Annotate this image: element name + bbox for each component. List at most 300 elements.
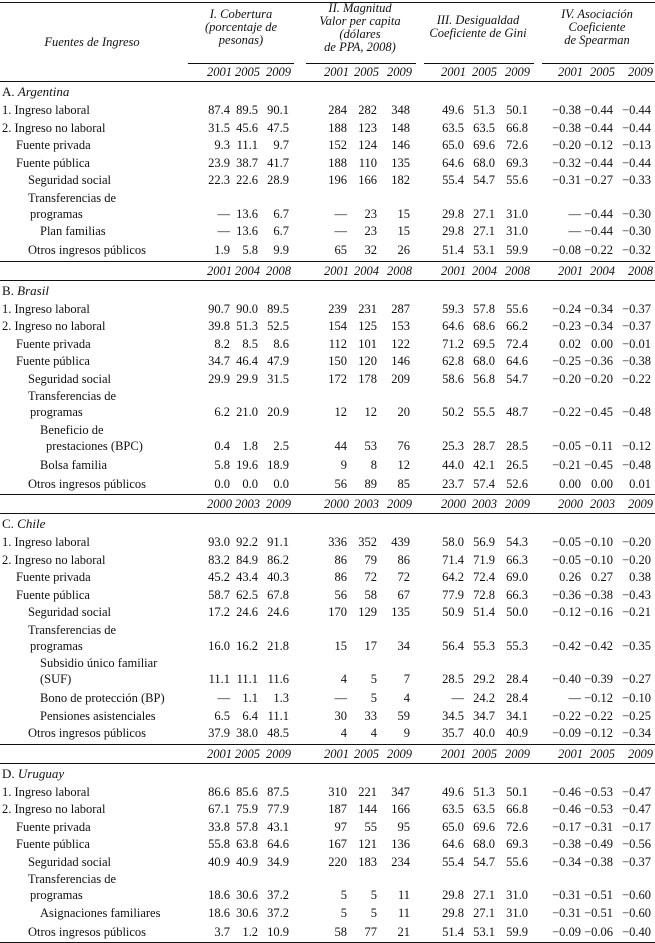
- group-header-line3: de Spearman: [564, 33, 630, 47]
- cell-value: −0.22: [552, 405, 581, 419]
- cell-value: —: [568, 224, 581, 238]
- cell-value: —: [334, 206, 347, 221]
- row-label: Otros ingresos públicos: [28, 924, 147, 939]
- cell-value: 58.7: [208, 587, 230, 602]
- cell-value: −0.42: [552, 638, 581, 653]
- year-label: 2001: [558, 65, 583, 79]
- group-header-line1: IV. Asociación: [561, 7, 633, 21]
- cell-value: −0.44: [584, 103, 613, 117]
- table-row: [0, 819, 655, 836]
- cell-value: 45.2: [208, 570, 230, 584]
- table-row: [0, 137, 655, 154]
- cell-value: 239: [328, 301, 347, 316]
- cell-value: 125: [358, 319, 377, 333]
- cell-value: 72.6: [506, 138, 528, 152]
- group-header-line2: Coeficiente de Gini: [429, 26, 527, 40]
- row-label: Fuente pública: [16, 837, 90, 851]
- cell-value: −0.13: [622, 138, 651, 152]
- table-row: [0, 422, 655, 439]
- cell-value: 6.7: [273, 206, 289, 221]
- cell-value: 40.9: [506, 726, 528, 740]
- cell-value: 24.6: [236, 605, 258, 619]
- cell-value: 29.8: [442, 224, 464, 238]
- year-label: 2005: [590, 746, 615, 761]
- cell-value: 63.5: [473, 120, 495, 135]
- cell-value: −0.36: [552, 587, 581, 602]
- table-row: [0, 371, 655, 388]
- cell-value: −0.38: [584, 587, 613, 602]
- cell-value: 34.1: [506, 708, 528, 723]
- cell-value: 85.6: [236, 784, 258, 799]
- table-row: [0, 172, 655, 189]
- cell-value: 8.5: [242, 336, 258, 351]
- cell-value: 122: [391, 336, 410, 351]
- table-row: [0, 404, 655, 421]
- table-row: [0, 905, 655, 922]
- cell-value: −0.20: [552, 371, 581, 386]
- cell-value: −0.27: [622, 672, 651, 686]
- cell-value: −0.44: [584, 206, 613, 221]
- year-label: 2001: [207, 263, 232, 278]
- cell-value: 50.2: [442, 405, 464, 419]
- table-row: [0, 690, 655, 707]
- section-title: [2, 83, 69, 100]
- cell-value: 69.5: [473, 336, 495, 351]
- cell-value: 234: [391, 854, 410, 869]
- cell-value: 24.2: [473, 691, 495, 705]
- table-row: [0, 784, 655, 801]
- cell-value: 284: [328, 103, 347, 117]
- cell-value: 54.7: [506, 371, 528, 386]
- cell-value: 35.7: [442, 726, 464, 740]
- cell-value: 66.3: [506, 587, 528, 602]
- cell-value: −0.45: [584, 405, 613, 419]
- cell-value: 55.6: [506, 301, 528, 316]
- cell-value: 93.0: [208, 535, 230, 549]
- cell-value: 87.5: [267, 784, 289, 799]
- group-header-desigualdad: [420, 14, 536, 40]
- table-row: [0, 569, 655, 586]
- cell-value: 23.9: [208, 155, 230, 170]
- cell-value: 69.3: [506, 837, 528, 851]
- cell-value: −0.51: [584, 888, 613, 902]
- cell-value: 33.8: [208, 819, 230, 834]
- cell-value: 15: [334, 638, 347, 653]
- cell-value: 55.4: [442, 854, 464, 869]
- cell-value: 28.5: [442, 672, 464, 686]
- cell-value: 64.2: [442, 570, 464, 584]
- cell-value: −0.12: [622, 438, 651, 453]
- cell-value: 16.2: [236, 638, 258, 653]
- table-row: [0, 336, 655, 353]
- row-label: 1. Ingreso laboral: [2, 784, 90, 799]
- table-row: [0, 604, 655, 621]
- table-row: [0, 223, 655, 240]
- cell-value: 71.2: [442, 336, 464, 351]
- cell-value: 0.00: [591, 336, 613, 351]
- cell-value: 64.6: [442, 319, 464, 333]
- cell-value: 187: [328, 802, 347, 816]
- year-label: 2004: [590, 263, 615, 278]
- row-label: Pensiones asistenciales: [40, 708, 156, 723]
- row-label: Fuente pública: [16, 587, 90, 602]
- cell-value: 27.1: [473, 224, 495, 238]
- row-label: Seguridad social: [28, 854, 111, 869]
- cell-value: 18.6: [208, 888, 230, 902]
- cell-value: 67.8: [267, 587, 289, 602]
- cell-value: 5: [370, 905, 377, 920]
- section-letter: B.: [2, 282, 14, 298]
- cell-value: —: [217, 224, 230, 238]
- cell-value: 0.00: [591, 476, 613, 491]
- cell-value: 11.1: [208, 672, 230, 686]
- cell-value: 34.7: [208, 354, 230, 368]
- section-name: Argentina: [17, 84, 70, 99]
- row-label: 1. Ingreso laboral: [2, 535, 90, 549]
- cell-value: −0.48: [622, 405, 651, 419]
- cell-value: 136: [391, 837, 410, 851]
- cell-value: 167: [328, 837, 347, 851]
- cell-value: 65.0: [442, 819, 464, 834]
- group-header-line4: de PPA, 2008): [324, 40, 396, 54]
- year-label: 2004: [472, 263, 497, 278]
- cell-value: 47.9: [267, 354, 289, 368]
- year-label: 2003: [235, 497, 260, 511]
- cell-value: −0.53: [584, 802, 613, 816]
- row-label: Seguridad social: [28, 371, 111, 386]
- cell-value: 15: [397, 206, 410, 221]
- cell-value: —: [334, 224, 347, 238]
- cell-value: 129: [358, 605, 377, 619]
- cell-value: 33: [364, 708, 377, 723]
- cell-value: −0.22: [584, 243, 613, 257]
- cell-value: 72.8: [473, 587, 495, 602]
- cell-value: −0.60: [622, 888, 651, 902]
- cell-value: −0.37: [622, 854, 651, 869]
- cell-value: 34: [397, 638, 410, 653]
- cell-value: 54.7: [473, 173, 495, 187]
- cell-value: 65: [334, 243, 347, 257]
- cell-value: 0.0: [273, 476, 289, 491]
- cell-value: −0.11: [584, 438, 613, 453]
- cell-value: −0.38: [552, 837, 581, 851]
- cell-value: −0.12: [584, 691, 613, 705]
- cell-value: 22.3: [208, 173, 230, 187]
- cell-value: 30: [334, 708, 347, 723]
- year-label: 2001: [207, 746, 232, 761]
- cell-value: 68.0: [473, 354, 495, 368]
- year-label: 2001: [324, 746, 349, 761]
- section-name: Uruguay: [17, 765, 65, 781]
- cell-value: 5: [370, 672, 377, 686]
- cell-value: −0.08: [552, 243, 581, 257]
- cell-value: −0.17: [622, 819, 651, 834]
- cell-value: 19.6: [236, 457, 258, 472]
- cell-value: −0.60: [622, 905, 651, 920]
- fuentes-header: Fuentes de Ingreso: [44, 35, 140, 49]
- cell-value: 95: [397, 819, 410, 834]
- cell-value: 77.9: [267, 802, 289, 816]
- cell-value: 12: [397, 457, 410, 472]
- row-label: Otros ingresos públicos: [28, 726, 147, 740]
- table-row: [0, 120, 655, 137]
- cell-value: 55.8: [208, 837, 230, 851]
- cell-value: −0.10: [584, 535, 613, 549]
- cell-value: 40.9: [208, 854, 230, 869]
- cell-value: 0.0: [242, 476, 258, 491]
- cell-value: 41.7: [267, 155, 289, 170]
- cell-value: 9.9: [273, 243, 289, 257]
- cell-value: 37.2: [267, 888, 289, 902]
- cell-value: 65.0: [442, 138, 464, 152]
- cell-value: −0.44: [622, 103, 651, 117]
- cell-value: 22.6: [236, 173, 258, 187]
- cell-value: −0.31: [552, 173, 581, 187]
- cell-value: 68.6: [473, 319, 495, 333]
- cell-value: 46.4: [236, 354, 258, 368]
- year-label: 2005: [472, 65, 497, 79]
- cell-value: 57.8: [473, 301, 495, 316]
- row-label: prestaciones (BPC): [46, 438, 143, 453]
- cell-value: −0.24: [552, 301, 581, 316]
- cell-value: 0.27: [591, 570, 613, 584]
- cell-value: 110: [358, 155, 377, 170]
- year-label: 2000: [207, 497, 232, 511]
- cell-value: 72.6: [506, 819, 528, 834]
- cell-value: 146: [391, 354, 410, 368]
- cell-value: 66.3: [506, 552, 528, 567]
- cell-value: 34.5: [442, 708, 464, 723]
- row-label: 1. Ingreso laboral: [2, 301, 90, 316]
- cell-value: 62.8: [442, 354, 464, 368]
- cell-value: 57.8: [236, 819, 258, 834]
- cell-value: −0.38: [622, 354, 651, 368]
- cell-value: −0.01: [622, 336, 651, 351]
- table-row: [0, 801, 655, 818]
- group-header-line1: I. Cobertura: [209, 7, 273, 21]
- table-row: [0, 438, 655, 455]
- row-label: 1. Ingreso laboral: [2, 103, 90, 117]
- year-label: 2000: [441, 497, 466, 511]
- year-rule: [0, 280, 655, 281]
- cell-value: 55.4: [442, 173, 464, 187]
- cell-value: 57.4: [473, 476, 495, 491]
- cell-value: 58.6: [442, 371, 464, 386]
- row-label: Fuente privada: [16, 819, 91, 834]
- cell-value: 31.5: [267, 371, 289, 386]
- cell-value: 83.2: [208, 552, 230, 567]
- cell-value: 9: [403, 726, 410, 740]
- year-label: 2001: [441, 263, 466, 278]
- row-label: Transferencias de: [28, 190, 117, 205]
- cell-value: 17.2: [208, 605, 230, 619]
- cell-value: −0.33: [622, 173, 651, 187]
- cell-value: 8.2: [214, 336, 230, 351]
- cell-value: −0.47: [622, 802, 651, 816]
- cell-value: 6.7: [273, 224, 289, 238]
- cell-value: 221: [358, 784, 377, 799]
- cell-value: 23: [364, 206, 377, 221]
- cell-value: 0.0: [214, 476, 230, 491]
- cell-value: 23.7: [442, 476, 464, 491]
- table-row: [0, 190, 655, 207]
- cell-value: 6.2: [214, 405, 230, 419]
- cell-value: 56.9: [473, 535, 495, 549]
- cell-value: 89.5: [236, 103, 258, 117]
- cell-value: 166: [391, 802, 410, 816]
- table-row: [0, 924, 655, 941]
- cell-value: 13.6: [236, 224, 258, 238]
- group-header-line3: pesonas): [218, 33, 264, 47]
- cell-value: 51.4: [442, 924, 464, 939]
- cell-value: −0.44: [584, 155, 613, 170]
- cell-value: 64.6: [506, 354, 528, 368]
- cell-value: 90.0: [236, 301, 258, 316]
- cell-value: 56.8: [473, 371, 495, 386]
- row-label: Seguridad social: [28, 605, 111, 619]
- year-label: 2008: [628, 263, 653, 278]
- year-label: 2009: [628, 65, 653, 79]
- cell-value: —: [217, 691, 230, 705]
- cell-value: −0.45: [584, 457, 613, 472]
- cell-value: 348: [391, 103, 410, 117]
- table-row: [0, 854, 655, 871]
- cell-value: 51.3: [473, 784, 495, 799]
- cell-value: 50.1: [506, 103, 528, 117]
- cell-value: 69.3: [506, 155, 528, 170]
- cell-value: −0.47: [622, 784, 651, 799]
- cell-value: 68.0: [473, 837, 495, 851]
- cell-value: 67.1: [208, 802, 230, 816]
- year-label: 2001: [324, 263, 349, 278]
- cell-value: 5.8: [214, 457, 230, 472]
- cell-value: 24.6: [267, 605, 289, 619]
- year-label: 2009: [505, 497, 530, 511]
- cell-value: 146: [391, 138, 410, 152]
- cell-value: −0.44: [622, 155, 651, 170]
- cell-value: 439: [391, 535, 410, 549]
- cell-value: 172: [328, 371, 347, 386]
- cell-value: 48.7: [506, 405, 528, 419]
- cell-value: 27.1: [473, 206, 495, 221]
- cell-value: 0.38: [629, 570, 651, 584]
- cell-value: −0.37: [622, 319, 651, 333]
- cell-value: 54.7: [473, 854, 495, 869]
- row-label: Bolsa familia: [40, 457, 107, 472]
- cell-value: 77: [364, 924, 377, 939]
- cell-value: −0.51: [584, 905, 613, 920]
- cell-value: −0.05: [552, 552, 581, 567]
- table-row: [0, 476, 655, 493]
- cell-value: 29.9: [208, 371, 230, 386]
- cell-value: 347: [391, 784, 410, 799]
- cell-value: 53.1: [473, 924, 495, 939]
- row-label: Beneficio de: [40, 422, 104, 437]
- row-label: 2. Ingreso no laboral: [2, 120, 106, 135]
- cell-value: −0.12: [552, 605, 581, 619]
- cell-value: 49.6: [442, 103, 464, 117]
- cell-value: 166: [358, 173, 377, 187]
- cell-value: 77.9: [442, 587, 464, 602]
- table-row: [0, 587, 655, 604]
- cell-value: 0.4: [214, 438, 230, 453]
- cell-value: 67: [397, 587, 410, 602]
- cell-value: 56: [334, 476, 347, 491]
- cell-value: 48.5: [267, 726, 289, 740]
- cell-value: 11: [397, 888, 410, 902]
- cell-value: 30.6: [236, 905, 258, 920]
- cell-value: 86: [334, 552, 347, 567]
- year-label: 2005: [235, 65, 260, 79]
- cell-value: 5: [340, 888, 347, 902]
- cell-value: 188: [328, 155, 347, 170]
- cell-value: −0.46: [552, 784, 581, 799]
- year-label: 2005: [235, 746, 260, 761]
- cell-value: 124: [358, 138, 377, 152]
- cell-value: −0.22: [584, 708, 613, 723]
- cell-value: −0.40: [622, 924, 651, 939]
- year-label: 2004: [235, 263, 260, 278]
- row-label: Otros ingresos públicos: [28, 243, 147, 257]
- cell-value: 55: [364, 819, 377, 834]
- cell-value: −0.31: [584, 819, 613, 834]
- table-row: [0, 836, 655, 853]
- cell-value: 101: [358, 336, 377, 351]
- cell-value: 40.0: [473, 726, 495, 740]
- cell-value: 84.9: [236, 552, 258, 567]
- cell-value: 90.1: [267, 103, 289, 117]
- cell-value: 282: [358, 103, 377, 117]
- row-label: 2. Ingreso no laboral: [2, 552, 106, 567]
- cell-value: 40.9: [236, 854, 258, 869]
- cell-value: 55.3: [506, 638, 528, 653]
- cell-value: 45.6: [236, 120, 258, 135]
- table-row: [0, 887, 655, 904]
- section-letter: A.: [2, 84, 15, 99]
- row-label: Fuente pública: [16, 354, 90, 368]
- cell-value: 63.5: [473, 802, 495, 816]
- row-label: Fuente privada: [16, 138, 91, 152]
- group-header-line2: (porcentaje de: [204, 20, 278, 34]
- cell-value: 31.0: [506, 905, 528, 920]
- cell-value: 11.6: [267, 672, 289, 686]
- cell-value: 11: [397, 905, 410, 920]
- cell-value: 17: [364, 638, 377, 653]
- group-header-spearman: [540, 8, 654, 47]
- cell-value: 72: [364, 570, 377, 584]
- cell-value: 72.4: [506, 336, 528, 351]
- section-rule: [0, 494, 655, 495]
- cell-value: 31.5: [208, 120, 230, 135]
- cell-value: 86: [397, 552, 410, 567]
- cell-value: −0.39: [584, 672, 613, 686]
- cell-value: −0.21: [552, 457, 581, 472]
- cell-value: 43.4: [236, 570, 258, 584]
- cell-value: 1.9: [214, 243, 230, 257]
- cell-value: −0.34: [622, 726, 651, 740]
- cell-value: 28.7: [473, 438, 495, 453]
- cell-value: 10.9: [267, 924, 289, 939]
- cell-value: 86: [334, 570, 347, 584]
- cell-value: 37.9: [208, 726, 230, 740]
- cell-value: −0.20: [622, 552, 651, 567]
- table-row: [0, 353, 655, 370]
- cell-value: 2.5: [273, 438, 289, 453]
- cell-value: 112: [328, 336, 347, 351]
- cell-value: −0.31: [552, 905, 581, 920]
- cell-value: 91.1: [267, 535, 289, 549]
- cell-value: 52.5: [267, 319, 289, 333]
